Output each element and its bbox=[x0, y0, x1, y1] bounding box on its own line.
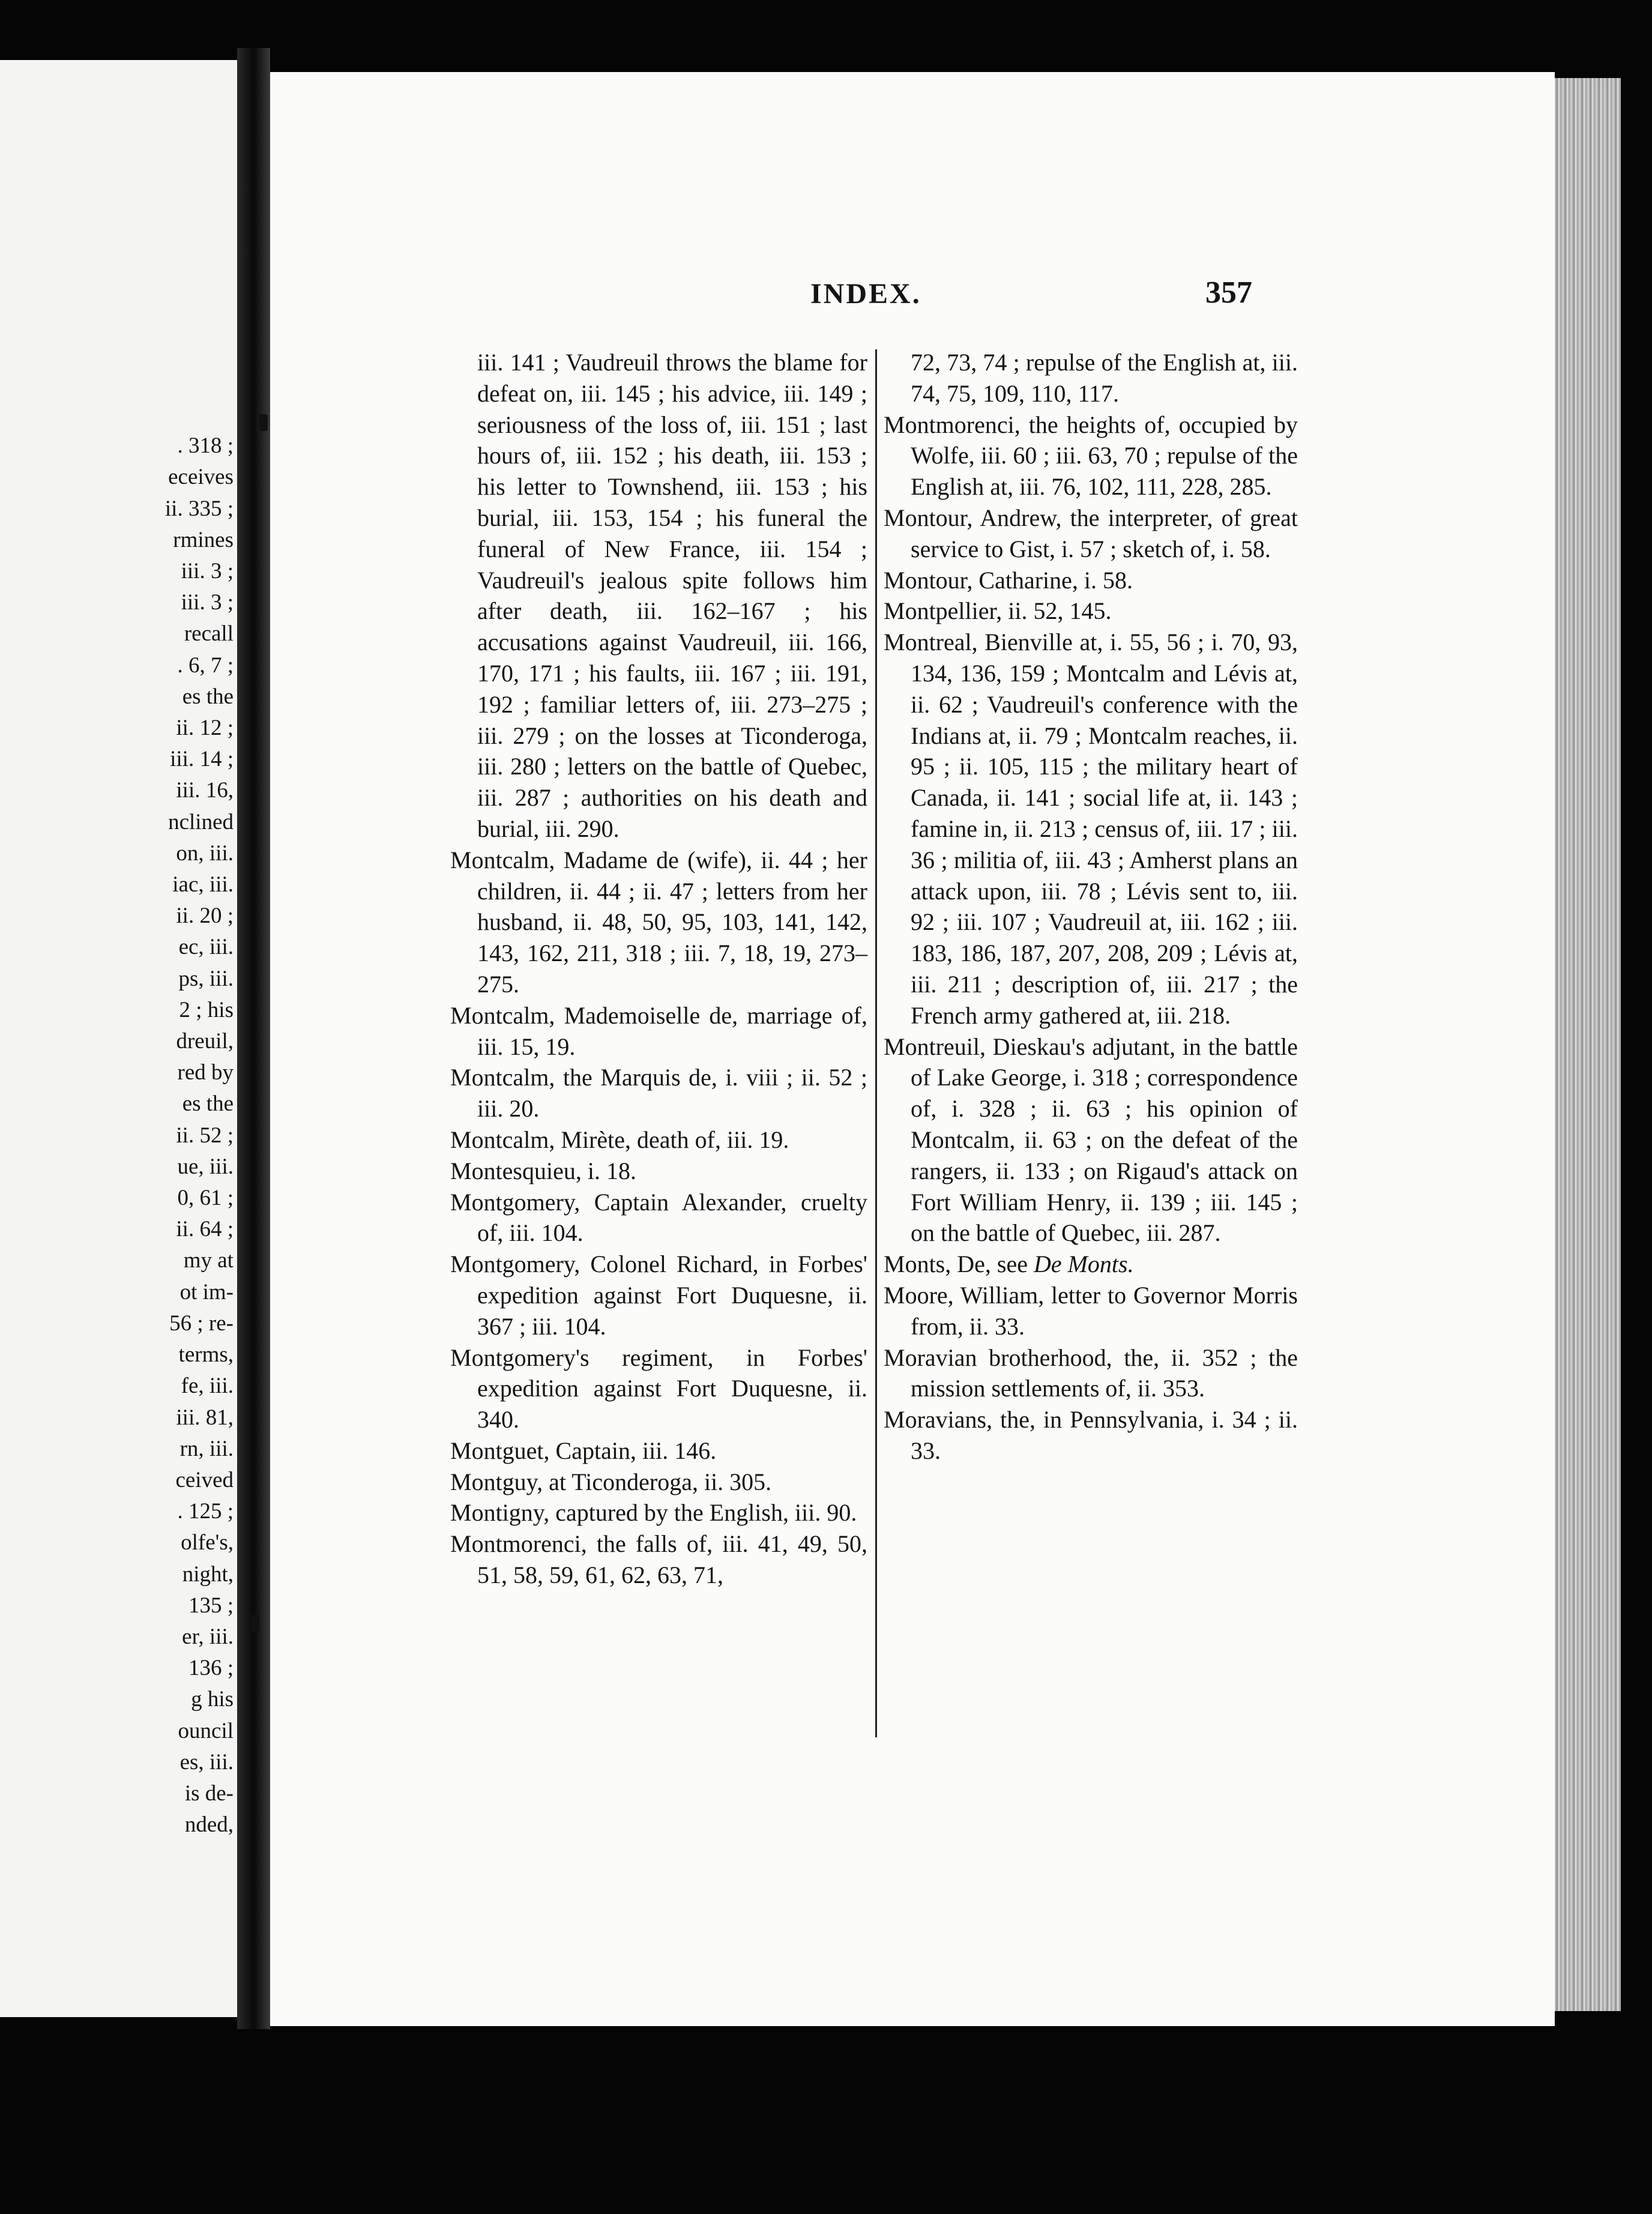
index-entry: Montgomery's regiment, in Forbes' expedition against Fort Duquesne, ii. 340. bbox=[450, 1344, 867, 1434]
index-entry: Montigny, captured by the English, iii. 90. bbox=[450, 1499, 857, 1527]
index-entry: Montcalm, Mademoiselle de, marriage of, iii. 15, 19. bbox=[450, 1001, 867, 1060]
page-number: 357 bbox=[1205, 276, 1252, 310]
index-entry: Montguy, at Ticonderoga, ii. 305. bbox=[450, 1468, 772, 1495]
index-entry: Montreuil, Dieskau's adjutant, in the battle of Lake George, i. 318 ; correspondence of, i. 328 ; ii. 63 ; his opinion of Montcalm, ii. 63 ; on the defeat of the rangers, ii. 133 ; on Rigaud's attack on Fort William Henry, ii. 139 ; iii. 145 ; on the battle of Quebec, iii. 287. bbox=[884, 1033, 1298, 1247]
index-entry: Montcalm, Mirète, death of, iii. 19. bbox=[450, 1126, 789, 1153]
index-entry: Moravian brotherhood, the, ii. 352 ; the mission settlements of, ii. 353. bbox=[884, 1344, 1298, 1402]
index-entry: iii. 141 ; Vaudreuil throws the blame for defeat on, iii. 145 ; his advice, iii. 149 ; seriousness of the loss of, iii. 151 ; last hours of, iii. 152 ; his death, iii. 153 ; his letter to Townshend, iii. 153 ; his burial, iii. 153, 154 ; his funeral the funeral of New France, iii. 154 ; Vaudreuil's jealous spite follows him after death, iii. 162–167 ; his accusations against Vaudreuil, iii. 166, 170, 171 ; his faults, iii. 167 ; iii. 191, 192 ; familiar letters of, iii. 273–275 ; iii. 279 ; on the losses at Ticonderoga, iii. 280 ; letters on the battle of Quebec, iii. 287 ; authorities on his death and burial, iii. 290. bbox=[477, 349, 867, 842]
index-entry bbox=[884, 1249, 1298, 1280]
page-edges bbox=[1555, 78, 1621, 2011]
index-column-right bbox=[884, 347, 1298, 1467]
index-entry: Montour, Catharine, i. 58. bbox=[884, 566, 1133, 594]
index-entry: Montguet, Captain, iii. 146. bbox=[450, 1437, 717, 1464]
index-entry: Montgomery, Captain Alexander, cruelty of, iii. 104. bbox=[450, 1188, 867, 1247]
index-entry: Montesquieu, i. 18. bbox=[450, 1157, 636, 1184]
index-column-left bbox=[450, 347, 867, 1591]
index-entry: Montcalm, Madame de (wife), ii. 44 ; her children, ii. 44 ; ii. 47 ; letters from her husband, ii. 48, 50, 95, 103, 141, 142, 143, 162, 211, 318 ; iii. 7, 18, 19, 273–275. bbox=[450, 846, 867, 998]
page-header-title: INDEX. bbox=[810, 278, 921, 310]
column-divider bbox=[875, 349, 877, 1737]
index-entry: 72, 73, 74 ; repulse of the English at, iii. 74, 75, 109, 110, 117. bbox=[911, 349, 1298, 407]
index-entry: Montmorenci, the heights of, occupied by Wolfe, iii. 60 ; iii. 63, 70 ; repulse of the English at, iii. 76, 102, 111, 228, 285. bbox=[884, 411, 1298, 501]
index-entry: Montcalm, the Marquis de, i. viii ; ii. 52 ; iii. 20. bbox=[450, 1064, 867, 1123]
index-entry: Montreal, Bienville at, i. 55, 56 ; i. 70, 93, 134, 136, 159 ; Montcalm and Lévis at, ii. 62 ; Vaudreuil's conference with the Indians at, ii. 79 ; Montcalm reaches, ii. 95 ; ii. 105, 115 ; the military heart of Canada, ii. 141 ; social life at, ii. 143 ; famine in, ii. 213 ; census of, iii. 17 ; iii. 36 ; militia of, iii. 43 ; Amherst plans an attack upon, iii. 78 ; Lévis sent to, iii. 92 ; iii. 107 ; Vaudreuil at, iii. 162 ; iii. 183, 186, 187, 207, 208, 209 ; Lévis at, iii. 211 ; description of, iii. 217 ; the French army gathered at, iii. 218. bbox=[884, 629, 1298, 1029]
cross-reference: De Monts. bbox=[1033, 1250, 1134, 1278]
entry-text: Monts, De, see bbox=[884, 1250, 1034, 1278]
binding-mark-bottom bbox=[251, 1615, 259, 1632]
index-entry: Montour, Andrew, the interpreter, of great service to Gist, i. 57 ; sketch of, i. 58. bbox=[884, 504, 1298, 563]
index-entry: Montmorenci, the falls of, iii. 41, 49, 50, 51, 58, 59, 61, 62, 63, 71, bbox=[450, 1530, 867, 1589]
book-gutter bbox=[237, 48, 270, 2029]
binding-mark-top bbox=[259, 414, 268, 431]
facing-page-text: . 318 ; eceives ii. 335 ; rmines iii. 3 ; iii. 3 ; recall . 6, 7 ; es the ii. 12 ; iii. 14 ; iii. 16, nclined on, iii. iac, iii. ii. 20 ; ec, iii. ps, iii. 2 ; his dreuil, red by es the ii. 52 ; ue, iii. 0, 61 ; ii. 64 ; my at ot im- 56 ; re- terms, fe, iii. iii. 81, rn, iii. ceived . 125 ; olfe's, night, 135 ; er, iii. 136 ; g his ouncil es, iii. is de- nded, bbox=[164, 433, 234, 1838]
index-entry: Montpellier, ii. 52, 145. bbox=[884, 597, 1112, 625]
index-entry: Moravians, the, in Pennsylvania, i. 34 ; ii. 33. bbox=[884, 1406, 1298, 1464]
index-entry: Moore, William, letter to Governor Morris from, ii. 33. bbox=[884, 1281, 1298, 1340]
facing-page-fragment bbox=[0, 60, 237, 2017]
index-entry: Montgomery, Colonel Richard, in Forbes' expedition against Fort Duquesne, ii. 367 ; iii. 104. bbox=[450, 1250, 867, 1340]
